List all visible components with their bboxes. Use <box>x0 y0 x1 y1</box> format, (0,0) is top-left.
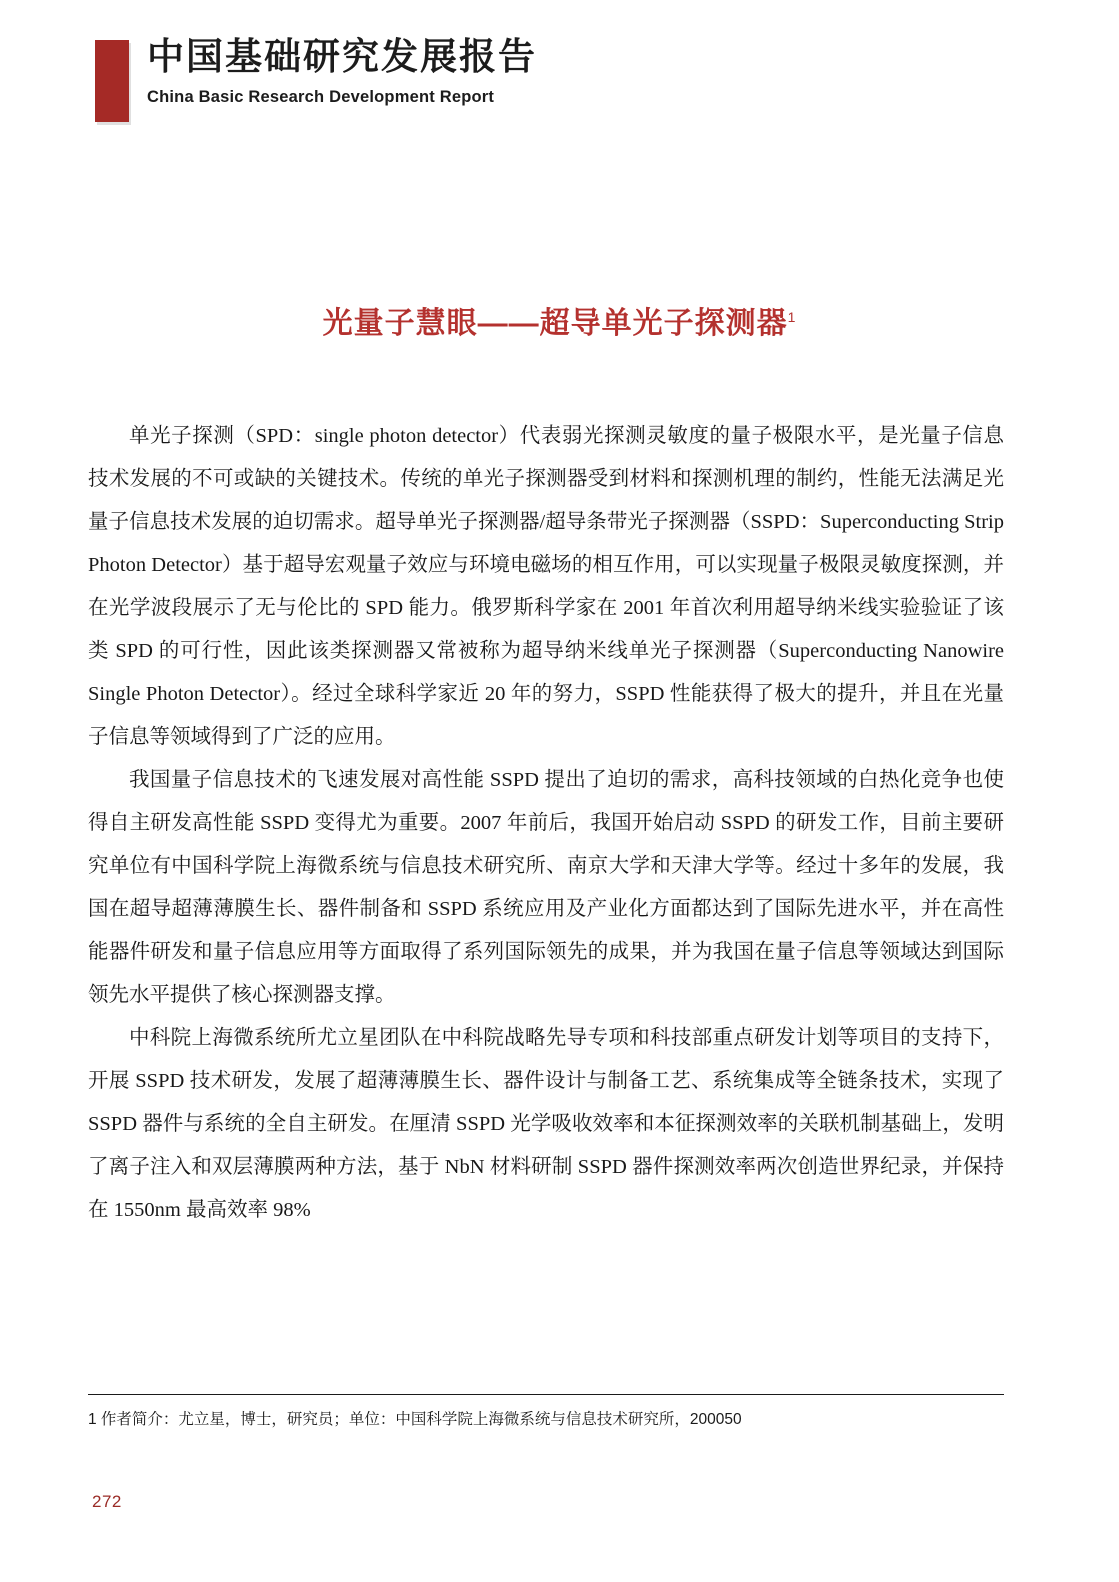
logo-text-block <box>147 36 537 107</box>
footnote-divider <box>88 1394 1004 1395</box>
report-header <box>95 36 537 122</box>
article-body <box>88 415 1004 1232</box>
logo-mark-icon <box>95 40 129 122</box>
paragraph-1: 单光子探测（SPD：single photon detector）代表弱光探测灵敏度的量子极限水平，是光量子信息技术发展的不可或缺的关键技术。传统的单光子探测器受到材料和探测机理的制约，性能无法满足光量子信息技术发展的迫切需求。超导单光子探测器/超导条带光子探测器（SSPD：Superconducting Strip Photon Detector）基于超导宏观量子效应与环境电磁场的相互作用，可以实现量子极限灵敏度探测，并在光学波段展示了无与伦比的 SPD 能力。俄罗斯科学家在 2001 年首次利用超导纳米线实验验证了该类 SPD 的可行性，因此该类探测器又常被称为超导纳米线单光子探测器（Superconducting Nanowire Single Photon Detector）。经过全球科学家近 20 年的努力，SSPD 性能获得了极大的提升，并且在光量子信息等领域得到了广泛的应用。 <box>88 425 1004 748</box>
page-number: 272 <box>92 1492 122 1511</box>
logo-title-chinese: 中国基础研究发展报告 <box>147 36 537 77</box>
paragraph-3: 中科院上海微系统所尤立星团队在中科院战略先导专项和科技部重点研发计划等项目的支持下，开展 SSPD 技术研发，发展了超薄薄膜生长、器件设计与制备工艺、系统集成等全链条技术，实现了 SSPD 器件与系统的全自主研发。在厘清 SSPD 光学吸收效率和本征探测效率的关联机制基础上，发明了离子注入和双层薄膜两种方法，基于 NbN 材料研制 SSPD 器件探测效率两次创造世界纪录，并保持在 1550nm 最高效率 98% <box>88 1027 1004 1221</box>
page-title <box>0 298 1119 342</box>
page-title-text: 光量子慧眼——超导单光子探测器 <box>322 307 788 341</box>
footnote-text: 1 作者简介：尤立星，博士，研究员；单位：中国科学院上海微系统与信息技术研究所，200050 <box>88 1411 742 1428</box>
paragraph-2: 我国量子信息技术的飞速发展对高性能 SSPD 提出了迫切的需求，高科技领域的白热化竞争也使得自主研发高性能 SSPD 变得尤为重要。2007 年前后，我国开始启动 SSPD 的研发工作，目前主要研究单位有中国科学院上海微系统与信息技术研究所、南京大学和天津大学等。经过十多年的发展，我国在超导超薄薄膜生长、器件制备和 SSPD 系统应用及产业化方面都达到了国际先进水平，并在高性能器件研发和量子信息应用等方面取得了系列国际领先的成果，并为我国在量子信息等领域达到国际领先水平提供了核心探测器支撑。 <box>88 769 1004 1006</box>
title-footnote-marker: 1 <box>787 309 797 326</box>
logo-title-english: China Basic Research Development Report <box>147 87 495 106</box>
